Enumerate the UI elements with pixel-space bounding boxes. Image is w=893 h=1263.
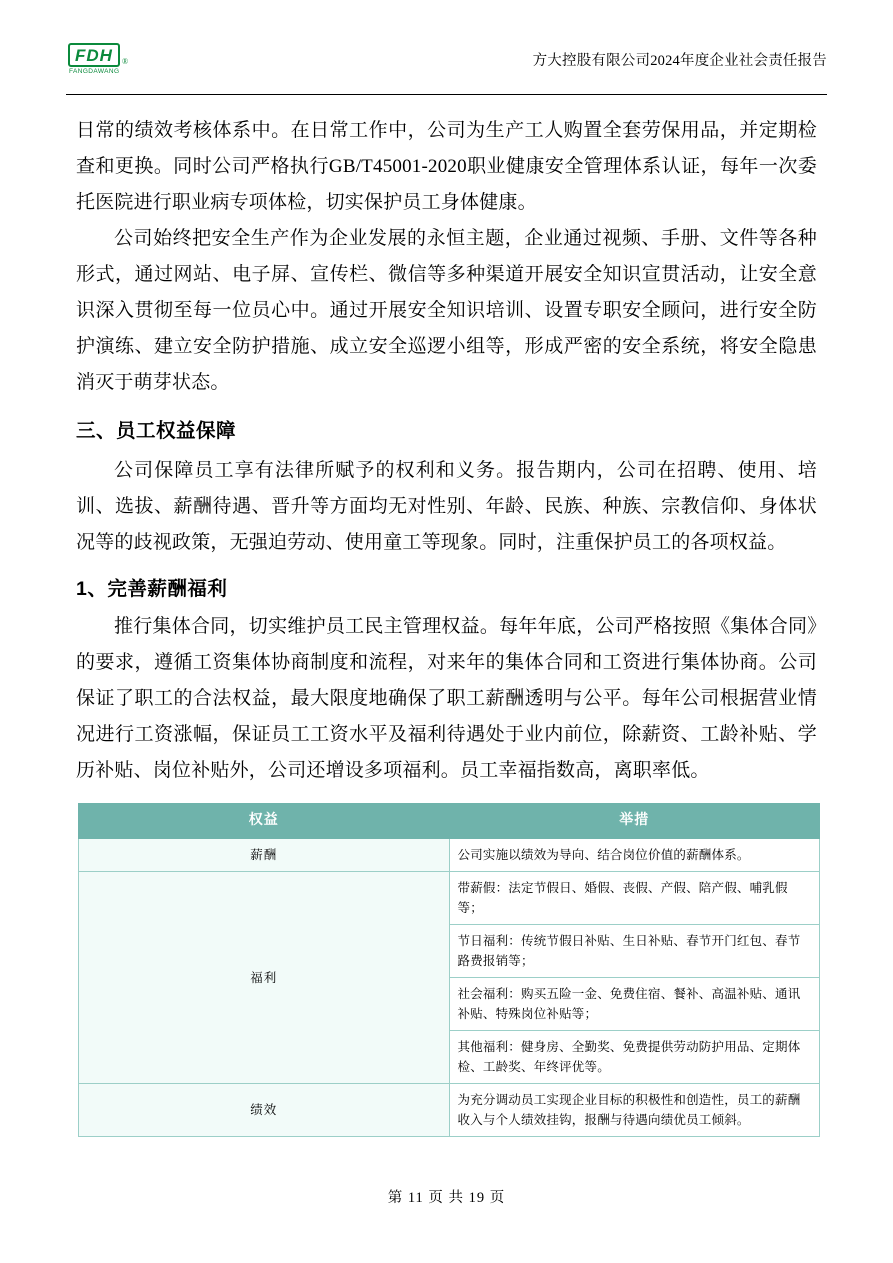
subsection-heading-compensation: 1、完善薪酬福利 [76,578,228,600]
table-header [79,804,820,839]
cell-measure-salary: 公司实施以绩效为导向、结合岗位价值的薪酬体系。 [449,839,820,872]
column-header-measures: 举措 [449,804,820,839]
cell-measure-welfare-2: 节日福利：传统节假日补贴、生日补贴、春节开门红包、春节路费报销等； [449,925,820,978]
header-title: 方大控股有限公司2024年度企业社会责任报告 [532,52,827,69]
column-header-rights: 权益 [79,804,450,839]
table-row [79,839,820,872]
page-content [64,95,829,1137]
page-header [64,0,829,90]
company-logo [68,43,128,75]
logo-subtext: FANGDAWANG [69,68,120,75]
cell-category-salary: 薪酬 [79,839,450,872]
table-body [79,839,820,1137]
table-row [79,872,820,925]
logo-text: FDH [68,43,120,67]
paragraph-rights: 公司保障员工享有法律所赋予的权利和义务。报告期内，公司在招聘、使用、培训、选拔、薪酬待遇、晋升等方面均无对性别、年龄、民族、种族、宗教信仰、身体状况等的歧视政策，无强迫劳动、使用童工等现象。同时，注重保护员工的各项权益。 [76,460,817,553]
paragraph-safety: 公司始终把安全生产作为企业发展的永恒主题，企业通过视频、手册、文件等各种形式，通过网站、电子屏、宣传栏、微信等多种渠道开展安全知识宣贯活动，让安全意识深入贯彻至每一位员心中。通过开展安全知识培训、设置专职安全顾问，进行安全防护演练、建立安全防护措施、成立安全巡逻小组等，形成严密的安全系统，将安全隐患消灭于萌芽状态。 [76,228,817,393]
cell-category-performance: 绩效 [79,1084,450,1137]
benefits-table [78,803,820,1137]
paragraph-continuation: 日常的绩效考核体系中。在日常工作中，公司为生产工人购置全套劳保用品，并定期检查和更换。同时公司严格执行GB/T45001-2020职业健康安全管理体系认证，每年一次委托医院进行职业病专项体检，切实保护员工身体健康。 [76,120,817,213]
cell-measure-performance: 为充分调动员工实现企业目标的积极性和创造性，员工的薪酬收入与个人绩效挂钩，报酬与待遇向绩优员工倾斜。 [449,1084,820,1137]
cell-measure-welfare-3: 社会福利：购买五险一金、免费住宿、餐补、高温补贴、通讯补贴、特殊岗位补贴等； [449,978,820,1031]
registered-trademark-icon: ® [121,57,129,66]
cell-measure-welfare-4: 其他福利：健身房、全勤奖、免费提供劳动防护用品、定期体检、工龄奖、年终评优等。 [449,1031,820,1084]
paragraph-compensation: 推行集体合同，切实维护员工民主管理权益。每年年底，公司严格按照《集体合同》的要求，遵循工资集体协商制度和流程，对来年的集体合同和工资进行集体协商。公司保证了职工的合法权益，最大限度地确保了职工薪酬透明与公平。每年公司根据营业情况进行工资涨幅，保证员工工资水平及福利待遇处于业内前位，除薪资、工龄补贴、学历补贴、岗位补贴外，公司还增设多项福利。员工幸福指数高，离职率低。 [76,616,817,781]
table-header-row [79,804,820,839]
page-footer: 第 11 页 共 19 页 [387,1190,506,1206]
section-heading-employee-rights: 三、员工权益保障 [76,420,237,442]
logo-mark [68,43,128,67]
cell-measure-welfare-1: 带薪假：法定节假日、婚假、丧假、产假、陪产假、哺乳假等； [449,872,820,925]
table-row [79,1084,820,1137]
cell-category-welfare: 福利 [79,872,450,1084]
